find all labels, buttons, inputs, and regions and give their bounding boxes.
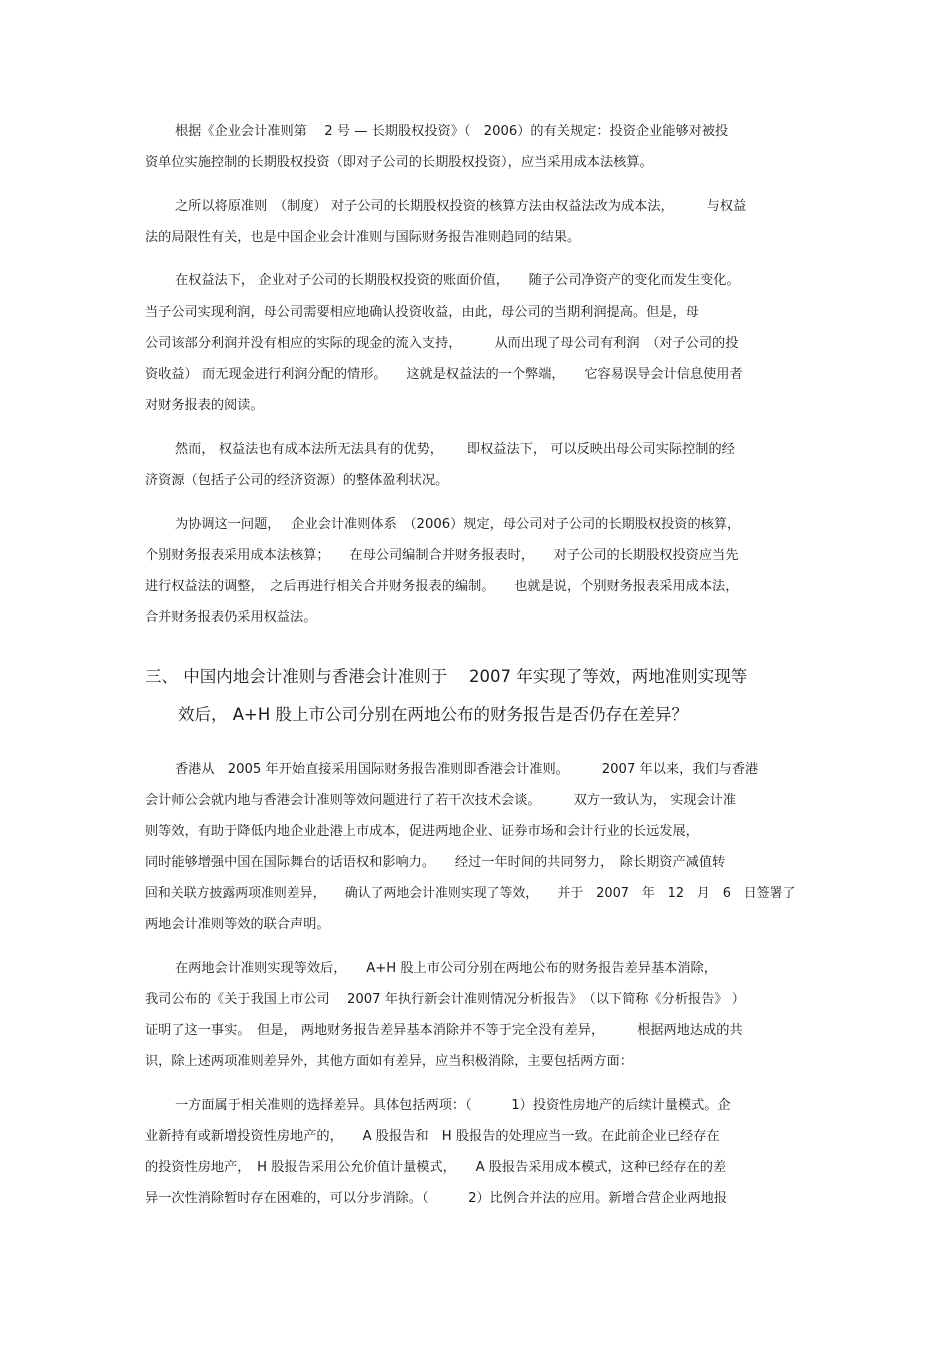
text-line: 我司公布的《关于我国上市公司 2007 年执行新会计准则情况分析报告》 （以下简称《分析报告》 ） <box>145 992 745 1007</box>
text-line: 同时能够增强中国在国际舞台的话语权和影响力。 经过一年时间的共同努力， 除长期资产减值转 <box>145 855 726 870</box>
text-line: 会计师公会就内地与香港会计准则等效问题进行了若干次技术会谈。 双方一致认为， 实现会计准 <box>145 793 737 808</box>
text-line: 证明了这一事实。 但是， 两地财务报告差异基本消除并不等于完全没有差异， 根据两地达成的共 <box>145 1023 743 1038</box>
text-line: 资单位实施控制的长期股权投资（即对子公司的长期股权投资），应当采用成本法核算。 <box>145 155 653 170</box>
text-line: 业新持有或新增投资性房地产的， A 股报告和 H 股报告的处理应当一致。在此前企业已经存在 <box>145 1129 720 1144</box>
text-line: 异一次性消除暂时存在困难的，可以分步消除。（ 2）比例合并法的应用。新增合营企业两地报 <box>145 1191 728 1206</box>
text-line: 识，除上述两项准则差异外，其他方面如有差异，应当积极消除，主要包括两方面： <box>145 1054 633 1069</box>
text-line: 则等效，有助于降低内地企业赴港上市成本，促进两地企业、证券市场和会计行业的长远发展， <box>145 824 699 839</box>
text-line: 为协调这一问题， 企业会计准则体系 （2006）规定，母公司对子公司的长期股权投资的核算， <box>175 517 741 532</box>
text-line: 资收益） 而无现金进行利润分配的情形。 这就是权益法的一个弊端， 它容易误导会计信息使用者 <box>145 367 743 382</box>
text-line: 济资源（包括子公司的经济资源）的整体盈利状况。 <box>145 473 449 488</box>
text-line: 回和关联方披露两项准则差异， 确认了两地会计准则实现了等效， 并于 2007 年 12 月 6 日签署了 <box>145 886 796 901</box>
text-line: 进行权益法的调整， 之后再进行相关合并财务报表的编制。 也就是说，个别财务报表采用成本法， <box>145 579 739 594</box>
text-line: 的投资性房地产， H 股报告采用公允价值计量模式， A 股报告采用成本模式，这种已经存在的差 <box>145 1160 727 1175</box>
text-line: 个别财务报表采用成本法核算； 在母公司编制合并财务报表时， 对子公司的长期股权投资应当先 <box>145 548 739 563</box>
text-line: 法的局限性有关，也是中国企业会计准则与国际财务报告准则趋同的结果。 <box>145 230 581 245</box>
text-line: 当子公司实现利润，母公司需要相应地确认投资收益，由此，母公司的当期利润提高。但是，母 <box>145 305 699 320</box>
heading-line: 三、 中国内地会计准则与香港会计准则于 2007 年实现了等效，两地准则实现等 <box>145 667 748 686</box>
text-line: 之所以将原准则 （制度） 对子公司的长期股权投资的核算方法由权益法改为成本法， 与权益 <box>175 199 747 214</box>
text-line: 香港从 2005 年开始直接采用国际财务报告准则即香港会计准则。 2007 年以来，我们与香港 <box>175 762 759 777</box>
text-line: 对财务报表的阅读。 <box>145 398 264 413</box>
text-line: 一方面属于相关准则的选择差异。具体包括两项：（ 1）投资性房地产的后续计量模式。企 <box>175 1098 731 1113</box>
text-line: 两地会计准则等效的联合声明。 <box>145 917 330 932</box>
text-line: 在两地会计准则实现等效后， A+H 股上市公司分别在两地公布的财务报告差异基本消除， <box>175 961 717 976</box>
text-line: 在权益法下， 企业对子公司的长期股权投资的账面价值， 随子公司净资产的变化而发生变化。 <box>175 273 740 288</box>
text-line: 合并财务报表仍采用权益法。 <box>145 610 317 625</box>
heading-line: 效后， A+H 股上市公司分别在两地公布的财务报告是否仍存在差异？ <box>178 705 689 724</box>
text-line: 公司该部分利润并没有相应的实际的现金的流入支持， 从而出现了母公司有利润 （对子公司的投 <box>145 336 739 351</box>
text-line: 然而， 权益法也有成本法所无法具有的优势， 即权益法下， 可以反映出母公司实际控制的经 <box>175 442 735 457</box>
text-line: 根据《企业会计准则第 2 号 — 长期股权投资》（ 2006）的有关规定：投资企业能够对被投 <box>175 124 729 139</box>
